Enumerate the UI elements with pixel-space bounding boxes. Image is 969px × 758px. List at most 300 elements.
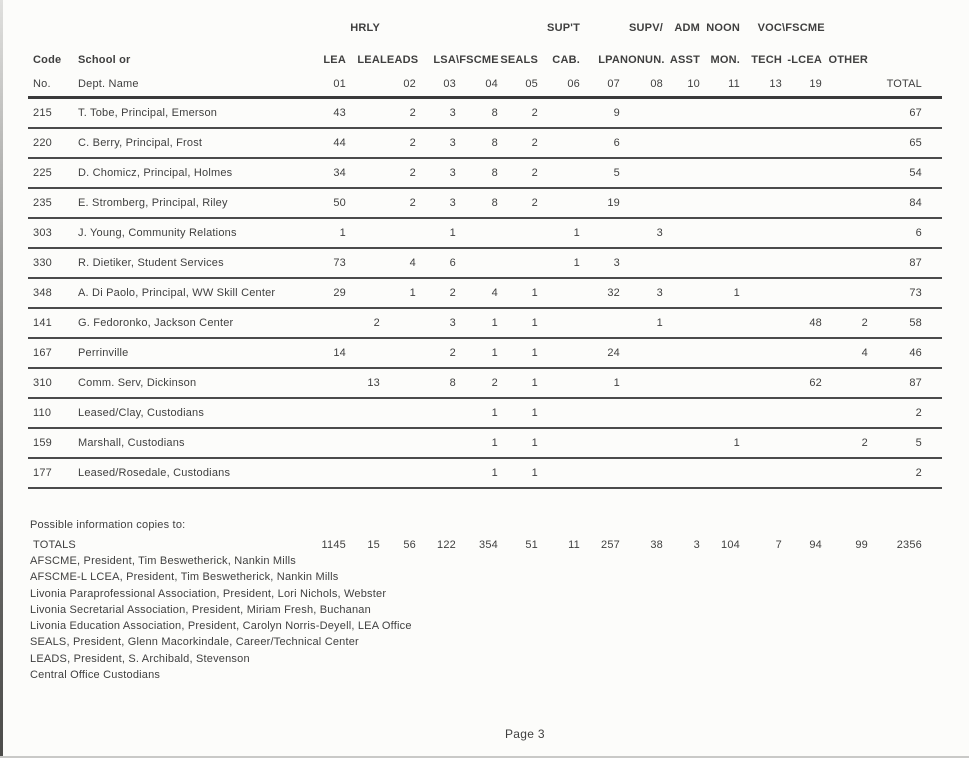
row-value: 13 (346, 368, 380, 398)
row-value: 8 (456, 188, 498, 218)
row-value (580, 398, 620, 428)
header-seals: SEALS (500, 54, 538, 66)
row-value (782, 458, 822, 488)
row-value (308, 368, 346, 398)
header-02: 02 (380, 72, 416, 98)
copies-line: LEADS, President, S. Archibald, Stevenson (30, 652, 250, 665)
header-dept: Dept. Name (78, 72, 308, 98)
totals-value: 1145 (321, 539, 346, 551)
row-value (700, 98, 740, 129)
row-name: Perrinville (78, 338, 308, 368)
row-value: 2 (498, 158, 538, 188)
row-value: 43 (308, 98, 346, 129)
totals-label: TOTALS (33, 539, 76, 551)
row-value (620, 428, 663, 458)
row-value: 1 (538, 248, 580, 278)
copies-line: AFSCME-L LCEA, President, Tim Beswetherick, Nankin Mills (30, 571, 339, 584)
row-value: 3 (416, 128, 456, 158)
row-value (380, 218, 416, 248)
row-value: 9 (580, 98, 620, 129)
header-leads: LEADS (380, 54, 419, 66)
row-value (663, 278, 700, 308)
row-value (740, 158, 782, 188)
row-total: 65 (868, 128, 942, 158)
row-value: 1 (456, 308, 498, 338)
header-11: 11 (700, 72, 740, 98)
row-value: 1 (498, 398, 538, 428)
row-value (308, 458, 346, 488)
row-value (620, 248, 663, 278)
row-value: 8 (456, 128, 498, 158)
row-value: 1 (308, 218, 346, 248)
row-value (740, 248, 782, 278)
row-value: 4 (822, 338, 868, 368)
table-row (28, 98, 942, 129)
row-value: 8 (416, 368, 456, 398)
row-value: 3 (580, 248, 620, 278)
row-value (740, 128, 782, 158)
row-value: 4 (456, 278, 498, 308)
header-school: School or (78, 54, 131, 66)
row-value (580, 458, 620, 488)
row-value (498, 248, 538, 278)
page-number: Page 3 (505, 727, 545, 741)
row-total: 58 (868, 308, 942, 338)
row-value (822, 248, 868, 278)
totals-value: 354 (479, 539, 498, 551)
row-value (700, 338, 740, 368)
row-value (416, 398, 456, 428)
header-03: 03 (416, 72, 456, 98)
header-group-noon: NOON (706, 22, 740, 34)
row-value: 44 (308, 128, 346, 158)
table-row (28, 338, 942, 368)
header-group-voc: VOC (757, 22, 782, 34)
row-value (580, 218, 620, 248)
row-value (700, 248, 740, 278)
row-value (740, 98, 782, 129)
row-value (580, 308, 620, 338)
row-total: 2 (868, 458, 942, 488)
row-value (620, 368, 663, 398)
row-value (380, 428, 416, 458)
totals-value: 56 (403, 539, 416, 551)
row-value (346, 158, 380, 188)
scan-edge-left (0, 0, 3, 758)
row-value (580, 428, 620, 458)
row-value: 1 (498, 278, 538, 308)
row-value: 1 (498, 368, 538, 398)
header-group-hrly: HRLY (350, 22, 380, 34)
table-row (28, 428, 942, 458)
row-name: Leased/Clay, Custodians (78, 398, 308, 428)
row-value: 2 (416, 278, 456, 308)
totals-value: 104 (721, 539, 740, 551)
header-nonun: NONUN. (620, 54, 665, 66)
row-value (620, 398, 663, 428)
row-value (416, 458, 456, 488)
row-value (782, 188, 822, 218)
row-value (782, 398, 822, 428)
row-total: 87 (868, 368, 942, 398)
row-code: 141 (28, 308, 78, 338)
row-value (346, 458, 380, 488)
row-value (663, 368, 700, 398)
header-cab: CAB. (552, 54, 580, 66)
row-value (380, 398, 416, 428)
totals-value: 11 (568, 539, 580, 551)
table-row (28, 308, 942, 338)
table-row (28, 398, 942, 428)
row-total: 54 (868, 158, 942, 188)
row-value (663, 98, 700, 129)
row-value: 8 (456, 158, 498, 188)
totals-value: 3 (693, 539, 700, 551)
header-04: 04 (456, 72, 498, 98)
row-total: 73 (868, 278, 942, 308)
copies-line: SEALS, President, Glenn Macorkindale, Career/Technical Center (30, 636, 359, 649)
row-name: D. Chomicz, Principal, Holmes (78, 158, 308, 188)
row-value (620, 458, 663, 488)
row-value (346, 98, 380, 129)
row-value: 1 (580, 368, 620, 398)
row-value: 1 (498, 338, 538, 368)
header-asst: ASST (669, 54, 700, 66)
row-value: 2 (822, 428, 868, 458)
row-value (782, 338, 822, 368)
row-value (620, 338, 663, 368)
row-code: 177 (28, 458, 78, 488)
totals-value: 122 (437, 539, 456, 551)
row-value (822, 98, 868, 129)
row-value (663, 248, 700, 278)
row-value (308, 398, 346, 428)
row-code: 310 (28, 368, 78, 398)
table-body (28, 98, 942, 489)
header-lea: LEA (323, 54, 346, 66)
row-value (538, 338, 580, 368)
staff-count-table (28, 4, 942, 551)
row-value (620, 98, 663, 129)
row-value (700, 188, 740, 218)
row-value: 50 (308, 188, 346, 218)
row-value (380, 338, 416, 368)
row-value (740, 458, 782, 488)
header-tech: TECH (751, 54, 782, 66)
table-row (28, 128, 942, 158)
row-name: Leased/Rosedale, Custodians (78, 458, 308, 488)
copies-list (30, 553, 412, 683)
row-value: 1 (416, 218, 456, 248)
row-value: 3 (416, 188, 456, 218)
totals-value: 38 (650, 539, 663, 551)
row-value (538, 158, 580, 188)
row-value (782, 428, 822, 458)
row-value (740, 278, 782, 308)
row-value (782, 278, 822, 308)
header-group-supv: SUPV/ (628, 22, 663, 34)
header-10: 10 (663, 72, 700, 98)
row-value (620, 188, 663, 218)
row-value (663, 458, 700, 488)
row-value (346, 338, 380, 368)
row-value (663, 218, 700, 248)
header-other: OTHER (828, 54, 868, 66)
header-group-adm: ADM (674, 22, 700, 34)
header-total: TOTAL (868, 72, 942, 98)
row-value (456, 248, 498, 278)
row-value: 1 (456, 338, 498, 368)
table-row (28, 458, 942, 488)
row-value (663, 128, 700, 158)
header-mon: MON. (710, 54, 740, 66)
row-value (700, 308, 740, 338)
row-value: 62 (782, 368, 822, 398)
row-code: 167 (28, 338, 78, 368)
row-value (538, 98, 580, 129)
header-lcea: -LCEA (787, 54, 822, 66)
row-value: 2 (380, 128, 416, 158)
row-value: 1 (456, 398, 498, 428)
row-code: 235 (28, 188, 78, 218)
header-code: Code (33, 54, 62, 66)
header-05: 05 (498, 72, 538, 98)
copies-line: Livonia Paraprofessional Association, President, Lori Nichols, Webster (30, 587, 387, 600)
row-name: T. Tobe, Principal, Emerson (78, 98, 308, 129)
row-value (663, 188, 700, 218)
row-value (346, 278, 380, 308)
header-lsa: LSA (433, 54, 456, 66)
row-total: 87 (868, 248, 942, 278)
row-value (740, 428, 782, 458)
row-value: 1 (498, 458, 538, 488)
row-total: 67 (868, 98, 942, 129)
row-value: 29 (308, 278, 346, 308)
row-value (346, 128, 380, 158)
row-value: 3 (416, 158, 456, 188)
row-value (822, 398, 868, 428)
row-value (380, 458, 416, 488)
row-value (782, 248, 822, 278)
row-value: 48 (782, 308, 822, 338)
row-name: J. Young, Community Relations (78, 218, 308, 248)
row-value (538, 308, 580, 338)
row-value: 4 (380, 248, 416, 278)
row-code: 303 (28, 218, 78, 248)
copies-line: Central Office Custodians (30, 669, 161, 682)
totals-value: 51 (525, 539, 538, 551)
header-13: 13 (740, 72, 782, 98)
header-08: 08 (620, 72, 663, 98)
row-value (456, 218, 498, 248)
row-value (346, 188, 380, 218)
row-name: G. Fedoronko, Jackson Center (78, 308, 308, 338)
header-06: 06 (538, 72, 580, 98)
row-value: 2 (380, 158, 416, 188)
header-lpa: LPA (598, 54, 620, 66)
row-value: 3 (620, 278, 663, 308)
row-value (700, 128, 740, 158)
row-value: 2 (380, 188, 416, 218)
row-value (663, 338, 700, 368)
row-value: 8 (456, 98, 498, 129)
row-value: 3 (416, 308, 456, 338)
table-row (28, 278, 942, 308)
row-value: 24 (580, 338, 620, 368)
row-value (700, 398, 740, 428)
row-value: 1 (498, 308, 538, 338)
row-value: 6 (416, 248, 456, 278)
row-value (538, 368, 580, 398)
row-total: 2 (868, 398, 942, 428)
row-value (498, 218, 538, 248)
header-afscme: \FSCME (456, 54, 499, 66)
row-value: 2 (498, 188, 538, 218)
row-value (663, 428, 700, 458)
row-value: 2 (498, 98, 538, 129)
copies-line: Livonia Secretarial Association, President, Miriam Fresh, Buchanan (30, 603, 371, 616)
row-value (663, 158, 700, 188)
row-code: 348 (28, 278, 78, 308)
header-group-supt: SUP'T (547, 22, 580, 34)
row-code: 215 (28, 98, 78, 129)
row-value (538, 278, 580, 308)
row-value (538, 188, 580, 218)
row-value (538, 428, 580, 458)
row-value (822, 188, 868, 218)
row-name: R. Dietiker, Student Services (78, 248, 308, 278)
table-row (28, 368, 942, 398)
row-code: 330 (28, 248, 78, 278)
header-no: No. (28, 72, 78, 98)
row-code: 225 (28, 158, 78, 188)
row-value: 1 (456, 458, 498, 488)
row-total: 46 (868, 338, 942, 368)
table-row (28, 218, 942, 248)
row-value (620, 128, 663, 158)
row-value: 5 (580, 158, 620, 188)
row-value (346, 248, 380, 278)
row-value: 2 (416, 338, 456, 368)
row-value (346, 428, 380, 458)
row-value (308, 308, 346, 338)
row-value: 2 (380, 98, 416, 129)
copies-line: Livonia Education Association, President, Carolyn Norris-Deyell, LEA Office (30, 620, 412, 633)
table-row (28, 248, 942, 278)
row-value: 2 (822, 308, 868, 338)
row-code: 220 (28, 128, 78, 158)
row-value (538, 398, 580, 428)
row-name: E. Stromberg, Principal, Riley (78, 188, 308, 218)
row-value (700, 368, 740, 398)
header-07: 07 (580, 72, 620, 98)
row-code: 159 (28, 428, 78, 458)
row-total: 84 (868, 188, 942, 218)
row-value: 3 (620, 218, 663, 248)
row-value: 32 (580, 278, 620, 308)
header-hrly-lea: LEA (357, 54, 380, 66)
header-19: 19 (782, 72, 822, 98)
row-value: 1 (538, 218, 580, 248)
row-value: 34 (308, 158, 346, 188)
copies-note: Possible information copies to: (30, 519, 186, 531)
row-value: 2 (498, 128, 538, 158)
row-value: 14 (308, 338, 346, 368)
row-value (822, 128, 868, 158)
row-value (782, 98, 822, 129)
row-value (822, 278, 868, 308)
row-value (740, 368, 782, 398)
totals-value: 99 (855, 539, 868, 551)
row-value (740, 308, 782, 338)
row-name: Comm. Serv, Dickinson (78, 368, 308, 398)
row-value: 73 (308, 248, 346, 278)
header-label-row (28, 40, 942, 72)
row-value (380, 308, 416, 338)
row-value (740, 398, 782, 428)
row-value (700, 158, 740, 188)
row-value (538, 458, 580, 488)
row-value (663, 308, 700, 338)
row-value (782, 158, 822, 188)
row-value (663, 398, 700, 428)
row-value (538, 128, 580, 158)
table-row (28, 158, 942, 188)
row-value: 2 (346, 308, 380, 338)
header-group-row (28, 4, 942, 40)
row-value (346, 218, 380, 248)
row-value (416, 428, 456, 458)
row-name: A. Di Paolo, Principal, WW Skill Center (78, 278, 308, 308)
totals-value: 15 (367, 539, 380, 551)
row-total: 5 (868, 428, 942, 458)
row-value (308, 428, 346, 458)
row-value: 19 (580, 188, 620, 218)
row-value (822, 158, 868, 188)
row-value: 1 (700, 278, 740, 308)
table-row (28, 188, 942, 218)
row-value (822, 458, 868, 488)
row-value: 6 (580, 128, 620, 158)
row-value: 3 (416, 98, 456, 129)
row-value (700, 458, 740, 488)
row-code: 110 (28, 398, 78, 428)
row-value (700, 218, 740, 248)
row-value (740, 338, 782, 368)
header-number-row (28, 72, 942, 98)
row-value (782, 128, 822, 158)
row-value (822, 368, 868, 398)
totals-value: 7 (775, 539, 782, 551)
row-value: 1 (620, 308, 663, 338)
table-header (28, 4, 942, 98)
header-01: 01 (308, 72, 346, 98)
row-value (782, 218, 822, 248)
row-value: 2 (456, 368, 498, 398)
copies-line: AFSCME, President, Tim Beswetherick, Nankin Mills (30, 555, 296, 567)
row-value (822, 218, 868, 248)
header-group-afscme: \FSCME (782, 22, 825, 34)
row-value: 1 (700, 428, 740, 458)
totals-value: 257 (601, 539, 620, 551)
row-value (740, 218, 782, 248)
row-name: Marshall, Custodians (78, 428, 308, 458)
row-value (380, 368, 416, 398)
row-value (740, 188, 782, 218)
row-total: 6 (868, 218, 942, 248)
totals-grand-total: 2356 (896, 539, 922, 551)
row-name: C. Berry, Principal, Frost (78, 128, 308, 158)
